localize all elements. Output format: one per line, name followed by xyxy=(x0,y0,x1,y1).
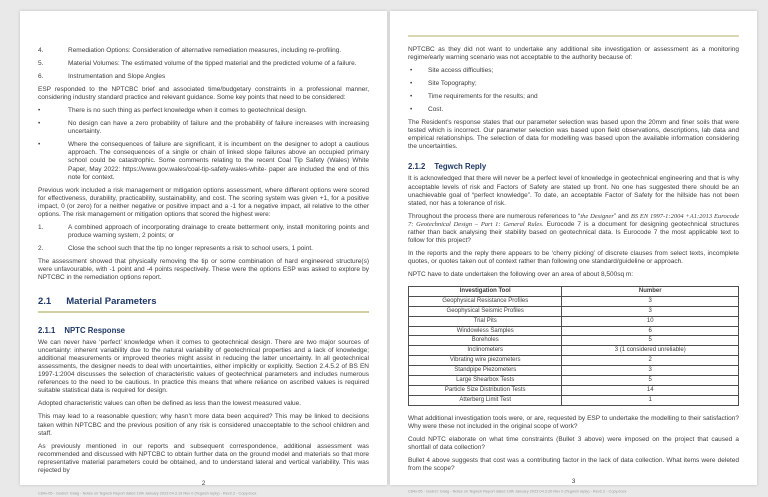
paragraph: In the reports and the reply there appears to be ‘cherry picking’ of discrete clauses from select texts, incomplete quotes, or quotes taken out of context rather than following one standard/guideline or approach. xyxy=(408,249,739,265)
table-cell: Particle Size Distribution Tests xyxy=(409,385,562,395)
bullet-text: There is no such thing as perfect knowledge when it comes to geotechnical design. xyxy=(68,107,307,115)
item-number: 5. xyxy=(38,60,44,68)
table-cell: 3 xyxy=(562,306,739,316)
bullet-icon: • xyxy=(410,93,413,101)
table-row xyxy=(409,326,739,336)
table-row xyxy=(409,336,739,346)
section-title: Material Parameters xyxy=(66,296,157,308)
bullet-item xyxy=(408,67,739,75)
investigation-table xyxy=(408,286,739,406)
item-text: Instrumentation and Slope Angles xyxy=(68,73,166,81)
numbered-item xyxy=(38,224,369,240)
paragraph: The assessment showed that physically removing the tip or some combination of hard engineered structure(s) were unfavourable, with -1 point and -4 points respectively. These were the options ESP was asked to explore by NPTCBC in the remediation options report. xyxy=(38,257,369,282)
item-text: A combined approach of incorporating drainage to create betterment only, install monitoring points and produce warning system, 2 points; or xyxy=(68,223,369,239)
subsection-title: Tegwch Reply xyxy=(434,162,487,172)
bullet-icon: • xyxy=(38,107,41,115)
table-cell: 5 xyxy=(562,336,739,346)
numbered-item xyxy=(38,73,369,81)
table-cell: Geophysical Seismic Profiles xyxy=(409,306,562,316)
bullet-icon: • xyxy=(38,141,41,149)
table-row xyxy=(409,385,739,395)
subsection-heading-tegwch-reply xyxy=(408,162,739,171)
table-cell: Inclinometers xyxy=(409,346,562,356)
page-number: 2 xyxy=(201,479,206,487)
table-cell: Windowless Samples xyxy=(409,326,562,336)
item-text: Close the school such that the tip no longer represents a risk to school users, 1 point. xyxy=(68,244,313,252)
bullet-item xyxy=(408,80,739,88)
bullet-text: No design can have a zero probability of failure and the probability of failure increases with increasing uncertainty. xyxy=(68,120,369,136)
paragraph: Previous work included a risk management or mitigation options assessment, where different options were scored for effectiveness, durability, practicability, sustainability, and cost. The scoring system was given +1, for a positive impact, 0 (or zero) for a neither negative or positive impact and a -1 for a negative impact, all relative to the other options. The risk management or mitigation options that scored the highest were: xyxy=(38,186,369,218)
document-footer: C84x-05 - Godre'r Graig - Notes on Tegwch Report dated 19th January 2023 04.3.19 Rev 0 (Tegwch reply) - Rev2.2 - Copy.docx xyxy=(38,491,257,496)
table-cell: Atterberg Limit Test xyxy=(409,395,562,405)
table-cell: Large Shearbox Tests xyxy=(409,376,562,386)
bullet-icon: • xyxy=(38,120,41,128)
paragraph: We can never have ‘perfect’ knowledge when it comes to geotechnical design. There are two major sources of uncertainty: inherent variability due to the natural variability of geotechnical properties and a lack of knowledge; additional measurements or improved theories might assist in reducing the latter uncertainty. In all geotechnical assessments, the designer needs to deal with uncertainties, either implicitly or explicitly. Section 2.4.5.2 of BS EN 1997-1:2004 discusses the selection of characteristic values of geotechnical parameters and includes numerous references to the need to be cautious. In practice this means that where reliance on ascribed values is required suitable statistical data is required for design. xyxy=(38,339,369,395)
numbered-item xyxy=(38,47,369,55)
bullet-text: Site access difficulties; xyxy=(428,67,494,75)
table-cell: 14 xyxy=(562,385,739,395)
page-3 xyxy=(390,11,757,494)
paragraph: Adopted characteristic values can often be defined as less than the lowest measured value. xyxy=(38,400,302,408)
paragraph: It is acknowledged that there will never be a perfect level of knowledge in geotechnical engineering and that is why acceptable levels of risk and Factors of Safety are stated up front. No one has suggested there should be an unachievable goal of “perfect knowledge”. To date, an acceptable Factor of Safety for the hillside has not been stated, nor has a tolerance of risk. xyxy=(408,175,739,207)
item-number: 2. xyxy=(38,244,44,252)
paragraph: NPTCBC as they did not want to undertake any additional site investigation or assessment as a monitoring regime/early warning scenario was not acceptable to the authority because of: xyxy=(408,46,739,62)
bullet-text: Time requirements for the results; and xyxy=(428,93,538,101)
numbered-item xyxy=(38,60,369,68)
page-2 xyxy=(20,11,387,496)
table-cell: 1 xyxy=(562,395,739,405)
table-row xyxy=(409,366,739,376)
table-row xyxy=(409,346,739,356)
text-run: . Eurocode 7 is a document for designing geotechnical structures rather than back analysing their stability based on geotechnical data. Is Eurocode 7 the most applicable text to follow for this project? xyxy=(408,220,739,244)
bullet-icon: • xyxy=(410,106,413,114)
bullet-item xyxy=(38,141,369,181)
table-header-row xyxy=(409,286,739,296)
question-paragraph: Could NPTC elaborate on what time constraints (Bullet 3 above) were imposed on the project that caused a shortfall of data collection? xyxy=(408,435,739,451)
table-cell: Geophysical Resistance Profiles xyxy=(409,296,562,306)
question-paragraph: What additional investigation tools were, or are, requested by ESP to undertake the modelling to their satisfaction? Why were these not included in the original scope of work? xyxy=(408,414,739,430)
item-number: 6. xyxy=(38,73,44,81)
paragraph: As previously mentioned in our reports and subsequent correspondence, additional assessment was recommended and discussed with NPTCBC to obtain further data on the ground model and materials so that more representative material parameters could be obtained, and to understand lateral and vertical variability. This was rejected by xyxy=(38,442,369,474)
table-cell: 6 xyxy=(562,326,739,336)
table-cell: 10 xyxy=(562,316,739,326)
section-heading-material-parameters xyxy=(38,296,369,313)
subsection-number: 2.1.2 xyxy=(408,162,426,172)
document-footer: C84x-05 - Godre'r Graig - Notes on Tegwch Report dated 19th January 2023 04.3.20 Rev 0 (Tegwch reply) - Rev2.2 - Copy.docx xyxy=(408,489,627,494)
subsection-heading-nptc-response xyxy=(38,326,369,335)
bullet-item xyxy=(38,107,369,115)
paragraph: NPTC have to date undertaken the following over an area of about 8,500sq m: xyxy=(408,270,634,278)
page-footer-area xyxy=(38,480,369,497)
table-row xyxy=(409,316,739,326)
citation-run: the Designer xyxy=(580,212,614,220)
table-row xyxy=(409,395,739,405)
question-paragraph: Bullet 4 above suggests that cost was a contributing factor in the lack of data collection. What items were deleted from the scope? xyxy=(408,456,739,472)
table-row xyxy=(409,306,739,316)
table-cell: Vibrating wire piezometers xyxy=(409,356,562,366)
bullet-item xyxy=(408,106,739,114)
section-number: 2.1 xyxy=(38,296,52,308)
item-text: Material Volumes: The estimated volume of the tipped material and the predicted volume of a failure. xyxy=(68,60,357,68)
bullet-text: Where the consequences of failure are significant, it is incumbent on the designer to adopt a cautious approach. The consequences of a single or chain of linked slope failures above an occupied primary school could be catastrophic. Some comments relating to the recent Coal Tip Safety (Wales) White Paper, May 2022: https://www.gov.wales/coal-tip-safety-wales-white- paper are included the end of this note for context. xyxy=(68,141,369,181)
paragraph: This may lead to a reasonable question; why hasn’t more data been acquired? This may be linked to decisions taken within NPTCBC and the previous position of any risk is considered unacceptable to the school children and staff. xyxy=(38,413,369,437)
table-row xyxy=(409,356,739,366)
subsection-number: 2.1.1 xyxy=(38,326,56,336)
table-cell: 3 xyxy=(562,366,739,376)
item-number: 1. xyxy=(38,223,44,231)
table-cell: 5 xyxy=(562,376,739,386)
bullet-item xyxy=(408,93,739,101)
table-header-number: Number xyxy=(562,286,739,296)
table-row xyxy=(409,296,739,306)
paragraph: ESP responded to the NPTCBC brief and associated time/budgetary constraints in a professional manner, considering industry standard practice and relevant guidance. Some key points that need to be considered: xyxy=(38,86,369,102)
subsection-title: NPTC Response xyxy=(64,326,125,336)
bullet-icon: • xyxy=(410,67,413,75)
citation-run: BS EN 1997-1:2004 +A1:2013 Eurocode 7: Geotechnical Design – Part 1: General Rules xyxy=(408,212,740,228)
header-rule xyxy=(408,35,739,37)
page-footer-area xyxy=(408,478,739,495)
item-number: 4. xyxy=(38,47,44,54)
text-run: Throughout the process there are numerous references to “ xyxy=(408,212,581,220)
table-row xyxy=(409,376,739,386)
table-header-tool: Investigation Tool xyxy=(409,286,562,296)
table-cell: 2 xyxy=(562,356,739,366)
table-cell: Boreholes xyxy=(409,336,562,346)
bullet-icon: • xyxy=(410,80,413,88)
bullet-item xyxy=(38,120,369,136)
item-text: Remediation Options: Consideration of alternative remediation measures, including re-profiling. xyxy=(68,47,342,54)
table-cell: Standpipe Piezometers xyxy=(409,366,562,376)
paragraph-with-citations xyxy=(408,213,739,245)
table-cell: 3 (1 considered unreliable) xyxy=(562,346,739,356)
text-run: ” and xyxy=(613,212,631,220)
page-number: 3 xyxy=(571,477,576,485)
bullet-text: Site Topography; xyxy=(428,80,477,88)
table-cell: Trial Pits xyxy=(409,316,562,326)
paragraph: The Resident’s response states that our parameter selection was based upon the 20mm and finer soils that were tested which is incorrect. Our parameter selection was based upon field observations, descriptions, lab data and empirical relationships. The selection of data for modelling was based upon the available information considering the uncertainties. xyxy=(408,119,739,151)
bullet-text: Cost. xyxy=(428,106,444,114)
table-cell: 3 xyxy=(562,296,739,306)
numbered-item xyxy=(38,245,369,253)
